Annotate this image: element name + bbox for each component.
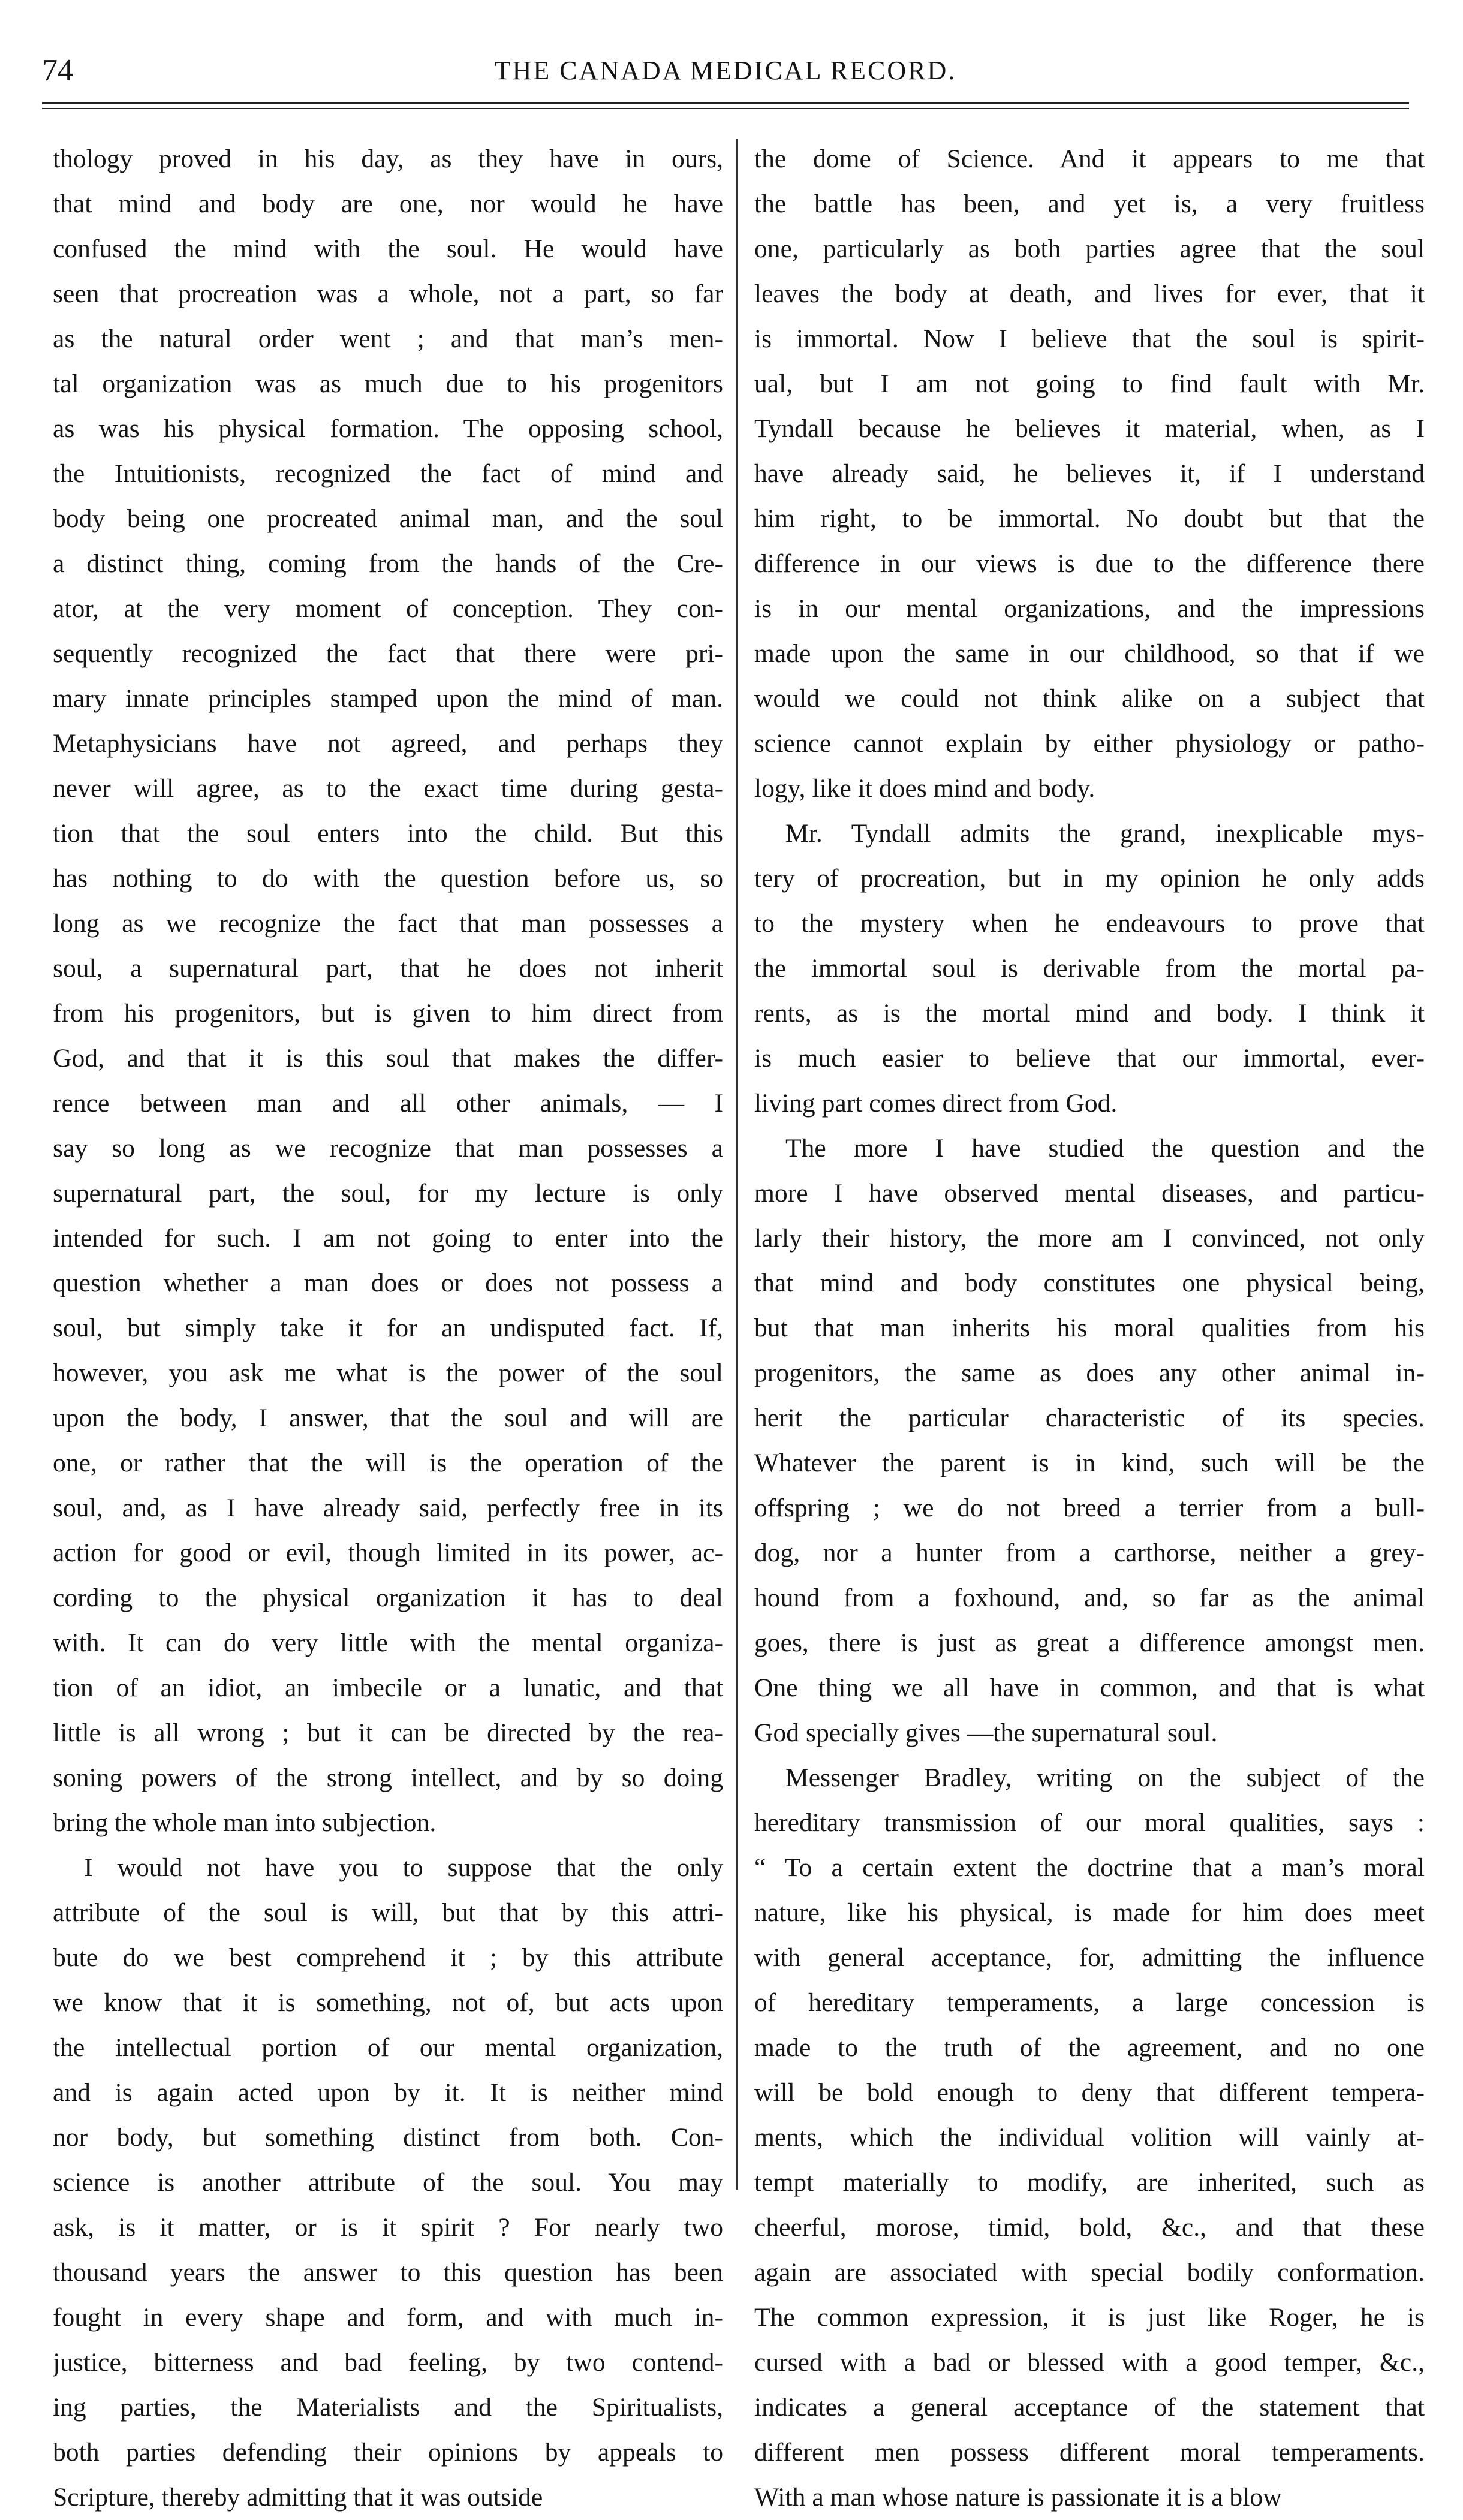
text-line: one, or rather that the will is the operation of the — [53, 1449, 723, 1477]
text-line: tion of an idiot, an imbecile or a lunatic, and that — [53, 1673, 723, 1702]
text-line: we know that it is something, not of, but acts upon — [53, 1988, 723, 2017]
text-line: ual, but I am not going to find fault with Mr. — [754, 369, 1425, 398]
text-line: leaves the body at death, and lives for ever, that it — [754, 279, 1425, 308]
text-line: that mind and body are one, nor would he have — [53, 189, 723, 218]
text-line: hereditary transmission of our moral qualities, says : — [754, 1808, 1425, 1837]
text-line: Mr. Tyndall admits the grand, inexplicable mys- — [785, 819, 1425, 848]
text-line: little is all wrong ; but it can be directed by the rea- — [53, 1718, 723, 1747]
paragraph — [754, 811, 1425, 1126]
column-divider — [736, 139, 738, 2190]
text-line: One thing we all have in common, and that is what — [754, 1673, 1425, 1702]
text-line: “ To a certain extent the doctrine that a man’s moral — [754, 1853, 1425, 1882]
text-line: supernatural part, the soul, for my lecture is only — [53, 1179, 723, 1208]
paragraph — [754, 137, 1425, 811]
text-line: living part comes direct from God. — [754, 1089, 1118, 1118]
paragraph — [754, 1756, 1425, 2520]
text-line: nor body, but something distinct from both. Con- — [53, 2123, 723, 2152]
text-line: the immortal soul is derivable from the mortal pa- — [754, 954, 1425, 983]
text-line: upon the body, I answer, that the soul and will are — [53, 1404, 723, 1432]
text-line: nature, like his physical, is made for him does meet — [754, 1898, 1425, 1927]
text-line: would we could not think alike on a subject that — [754, 684, 1425, 713]
text-line: indicates a general acceptance of the statement that — [754, 2393, 1425, 2422]
text-line: ments, which the individual volition will vainly at- — [754, 2123, 1425, 2152]
text-line: again are associated with special bodily conformation. — [754, 2258, 1425, 2287]
text-line: tion that the soul enters into the child. But this — [53, 819, 723, 848]
text-line: attribute of the soul is will, but that by this attri- — [53, 1898, 723, 1927]
text-line: with. It can do very little with the mental organiza- — [53, 1628, 723, 1657]
text-line: bute do we best comprehend it ; by this attribute — [53, 1943, 723, 1972]
text-line: him right, to be immortal. No doubt but that the — [754, 504, 1425, 533]
text-line: the Intuitionists, recognized the fact of mind and — [53, 459, 723, 488]
text-line: is in our mental organizations, and the impressions — [754, 594, 1425, 623]
text-line: soul, and, as I have already said, perfectly free in its — [53, 1494, 723, 1522]
text-line: cheerful, morose, timid, bold, &c., and that these — [754, 2213, 1425, 2242]
text-line: hound from a foxhound, and, so far as the animal — [754, 1583, 1425, 1612]
text-line: God specially gives —the supernatural soul. — [754, 1718, 1218, 1747]
text-line: is much easier to believe that our immortal, ever- — [754, 1044, 1425, 1073]
header-rule-thin — [42, 108, 1409, 109]
text-line: mary innate principles stamped upon the mind of man. — [53, 684, 723, 713]
text-line: progenitors, the same as does any other animal in- — [754, 1359, 1425, 1387]
text-line: logy, like it does mind and body. — [754, 774, 1095, 803]
paragraph — [53, 1845, 723, 2520]
text-line: cording to the physical organization it has to deal — [53, 1583, 723, 1612]
text-line: difference in our views is due to the difference there — [754, 549, 1425, 578]
text-line: and is again acted upon by it. It is neither mind — [53, 2078, 723, 2107]
text-line: Whatever the parent is in kind, such will be the — [754, 1449, 1425, 1477]
text-line: Tyndall because he believes it material, when, as I — [754, 414, 1425, 443]
text-line: larly their history, the more am I convinced, not only — [754, 1224, 1425, 1253]
text-line: of hereditary temperaments, a large concession is — [754, 1988, 1425, 2017]
text-line: the dome of Science. And it appears to me that — [754, 144, 1425, 173]
running-title: THE CANADA MEDICAL RECORD. — [494, 56, 957, 85]
text-line: however, you ask me what is the power of the soul — [53, 1359, 723, 1387]
text-line: the battle has been, and yet is, a very fruitless — [754, 189, 1425, 218]
text-line: never will agree, as to the exact time during gesta- — [53, 774, 723, 803]
text-line: rents, as is the mortal mind and body. I think it — [754, 999, 1425, 1028]
text-line: Metaphysicians have not agreed, and perhaps they — [53, 729, 723, 758]
text-line: is immortal. Now I believe that the soul is spirit- — [754, 324, 1425, 353]
text-line: but that man inherits his moral qualities from his — [754, 1314, 1425, 1342]
text-line: to the mystery when he endeavours to prove that — [754, 909, 1425, 938]
text-line: both parties defending their opinions by appeals to — [53, 2438, 723, 2467]
text-line: one, particularly as both parties agree that the soul — [754, 234, 1425, 263]
text-line: body being one procreated animal man, and the soul — [53, 504, 723, 533]
text-line: tal organization was as much due to his progenitors — [53, 369, 723, 398]
text-line: that mind and body constitutes one physical being, — [754, 1269, 1425, 1297]
left-column — [53, 137, 723, 2520]
text-line: tery of procreation, but in my opinion he only adds — [754, 864, 1425, 893]
text-line: question whether a man does or does not possess a — [53, 1269, 723, 1297]
text-line: thousand years the answer to this question has been — [53, 2258, 723, 2287]
text-line: say so long as we recognize that man possesses a — [53, 1134, 723, 1163]
text-line: ator, at the very moment of conception. They con- — [53, 594, 723, 623]
paragraph — [53, 137, 723, 1845]
text-line: science cannot explain by either physiology or patho- — [754, 729, 1425, 758]
text-line: as the natural order went ; and that man’s men- — [53, 324, 723, 353]
header-rule — [42, 102, 1409, 104]
text-line: ing parties, the Materialists and the Spiritualists, — [53, 2393, 723, 2422]
text-line: as was his physical formation. The opposing school, — [53, 414, 723, 443]
text-line: I would not have you to suppose that the only — [84, 1853, 723, 1882]
text-line: The common expression, it is just like Roger, he is — [754, 2303, 1425, 2332]
text-line: long as we recognize the fact that man possesses a — [53, 909, 723, 938]
text-line: goes, there is just as great a difference amongst men. — [754, 1628, 1425, 1657]
text-line: herit the particular characteristic of its species. — [754, 1404, 1425, 1432]
text-line: Scripture, thereby admitting that it was outside — [53, 2483, 543, 2512]
text-line: action for good or evil, though limited in its power, ac- — [53, 1539, 723, 1567]
text-line: made to the truth of the agreement, and no one — [754, 2033, 1425, 2062]
text-line: ask, is it matter, or is it spirit ? For nearly two — [53, 2213, 723, 2242]
text-line: God, and that it is this soul that makes the differ- — [53, 1044, 723, 1073]
text-line: soul, but simply take it for an undisputed fact. If, — [53, 1314, 723, 1342]
text-line: offspring ; we do not breed a terrier from a bull- — [754, 1494, 1425, 1522]
text-line: more I have observed mental diseases, and particu- — [754, 1179, 1425, 1208]
text-line: made upon the same in our childhood, so that if we — [754, 639, 1425, 668]
text-line: dog, nor a hunter from a carthorse, neither a grey- — [754, 1539, 1425, 1567]
text-line: soul, a supernatural part, that he does not inherit — [53, 954, 723, 983]
text-line: soning powers of the strong intellect, and by so doing — [53, 1763, 723, 1792]
text-line: justice, bitterness and bad feeling, by two contend- — [53, 2348, 723, 2377]
text-line: bring the whole man into subjection. — [53, 1808, 437, 1837]
text-line: thology proved in his day, as they have in ours, — [53, 144, 723, 173]
text-line: Messenger Bradley, writing on the subject of the — [785, 1763, 1425, 1792]
text-line: a distinct thing, coming from the hands of the Cre- — [53, 549, 723, 578]
page-header — [42, 53, 1409, 89]
page-number: 74 — [42, 53, 73, 88]
text-line: seen that procreation was a whole, not a part, so far — [53, 279, 723, 308]
paragraph — [754, 1126, 1425, 1756]
text-line: fought in every shape and form, and with much in- — [53, 2303, 723, 2332]
text-line: different men possess different moral temperaments. — [754, 2438, 1425, 2467]
right-column — [754, 137, 1425, 2520]
text-line: with general acceptance, for, admitting the influence — [754, 1943, 1425, 1972]
text-line: intended for such. I am not going to enter into the — [53, 1224, 723, 1253]
text-line: the intellectual portion of our mental organization, — [53, 2033, 723, 2062]
text-line: confused the mind with the soul. He would have — [53, 234, 723, 263]
text-line: rence between man and all other animals, — I — [53, 1089, 723, 1118]
text-line: tempt materially to modify, are inherited, such as — [754, 2168, 1425, 2197]
text-line: has nothing to do with the question before us, so — [53, 864, 723, 893]
text-line: sequently recognized the fact that there were pri- — [53, 639, 723, 668]
text-line: have already said, he believes it, if I understand — [754, 459, 1425, 488]
text-line: will be bold enough to deny that different tempera- — [754, 2078, 1425, 2107]
text-line: science is another attribute of the soul. You may — [53, 2168, 723, 2197]
text-line: cursed with a bad or blessed with a good temper, &c., — [754, 2348, 1425, 2377]
text-line: The more I have studied the question and the — [785, 1134, 1425, 1163]
text-line: With a man whose nature is passionate it is a blow — [754, 2483, 1282, 2512]
text-line: from his progenitors, but is given to him direct from — [53, 999, 723, 1028]
